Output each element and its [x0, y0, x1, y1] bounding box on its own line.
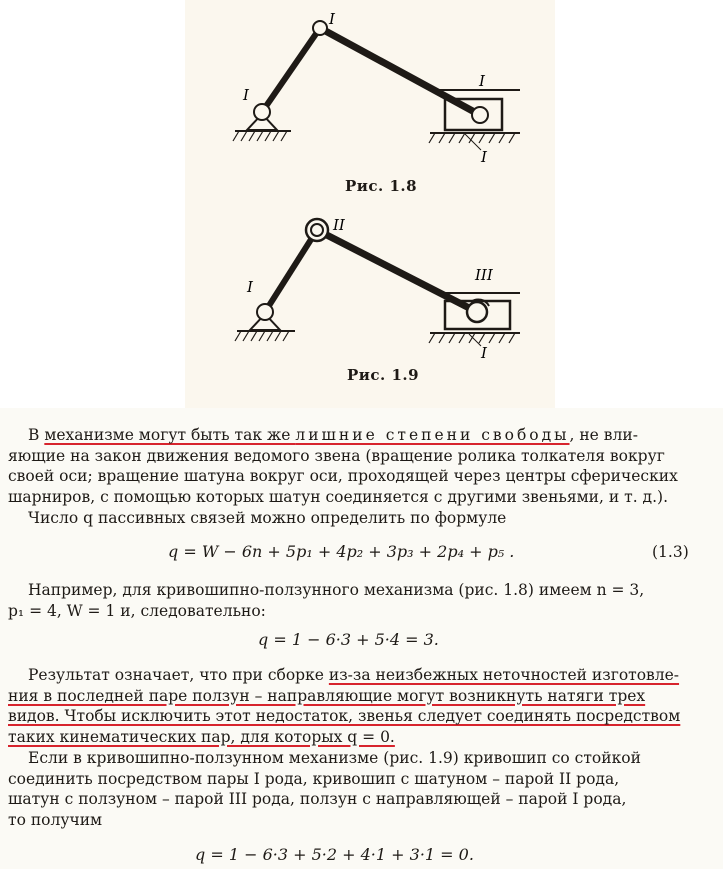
paragraph-redundant-freedom: [8, 425, 708, 507]
paragraph-line: таких кинематических пар, для которых q = 0.: [8, 727, 395, 746]
underlined-phrase: механизме могут быть так же: [44, 426, 296, 444]
formula-second-result: q = 1 − 6·3 + 5·2 + 4·1 + 3·1 = 0.: [195, 845, 474, 864]
crank-link: [262, 28, 320, 112]
paragraph-line: Если в кривошипно-ползунном механизме (рис. 1.9) кривошип со стойкой: [28, 749, 641, 767]
connecting-rod: [317, 230, 477, 312]
paragraph-second-example: [8, 748, 708, 830]
figure-1-8-diagram: [225, 0, 535, 170]
paragraph-line: p₁ = 4, W = 1 и, следовательно:: [8, 601, 266, 620]
formula-example-result: q = 1 − 6·3 + 5·4 = 3.: [258, 630, 439, 649]
crank-rod-joint: [313, 21, 327, 35]
paragraph-line: яющие на закон движения ведомого звена (вращение ролика толкателя вокруг: [8, 446, 665, 465]
figure-1-8-caption: Рис. 1.8: [345, 177, 418, 195]
emphasized-term: лишние степени свободы: [295, 426, 570, 444]
text-run: Результат означает, что при сборке: [28, 666, 329, 684]
label-slider-joint: III: [475, 266, 493, 284]
equation-number: (1.3): [652, 543, 689, 561]
text-run: В: [28, 426, 45, 444]
paragraph-line: ния в последней паре ползун – направляющие могут возникнуть натяги трех: [8, 686, 646, 705]
paragraph-passive-links: [8, 508, 708, 529]
slider-joint: [472, 107, 488, 123]
label-slider-guide: I: [481, 148, 487, 166]
paragraph-line: Например, для кривошипно-ползунного механизма (рис. 1.8) имеем n = 3,: [28, 581, 645, 599]
paragraph-line: шарниров, с помощью которых шатун соединяется с другими звеньями, и т. д.).: [8, 487, 668, 506]
connecting-rod: [320, 28, 480, 115]
paragraph-line: шатун с ползуном – парой III рода, ползун с направляющей – парой I рода,: [8, 790, 627, 808]
paragraph-line: соединить посредством пары I рода, кривошип с шатуном – парой II рода,: [8, 769, 620, 788]
paragraph-line: Число q пассивных связей можно определить по формуле: [28, 509, 507, 527]
label-crank-pivot: I: [243, 86, 249, 104]
slider-joint: [467, 302, 487, 322]
crank-link: [265, 230, 317, 312]
label-crank-joint: I: [329, 10, 335, 28]
paragraph-example: [8, 580, 708, 621]
formula-1-3: q = W − 6n + 5p₁ + 4p₂ + 3p₃ + 2p₄ + p₅ .: [168, 542, 515, 561]
figure-1-9-diagram: [225, 200, 535, 360]
crank-pivot-joint: [257, 304, 273, 320]
crank-rod-joint-inner: [311, 224, 323, 236]
paragraph-line: [8, 425, 708, 446]
figure-1-9-caption: Рис. 1.9: [347, 366, 420, 384]
ground-hatch: [233, 131, 287, 141]
paragraph-line: то получим: [8, 810, 103, 829]
slider-guide-hatch: [429, 333, 515, 343]
paragraph-line: своей оси; вращение шатуна вокруг оси, проходящей через центры сферических: [8, 467, 678, 485]
label-crank-pivot: I: [247, 278, 253, 296]
label-slider-joint: I: [479, 72, 485, 90]
paragraph-line: [8, 665, 708, 686]
paragraph-line: видов. Чтобы исключить этот недостаток, звенья следует соединять посредством: [8, 707, 681, 725]
underlined-phrase: из-за неизбежных неточностей изготовле-: [328, 666, 680, 684]
crank-pivot-joint: [254, 104, 270, 120]
text-run: , не вли-: [569, 426, 638, 444]
label-crank-joint: II: [333, 216, 345, 234]
ground-hatch: [235, 331, 289, 341]
paragraph-result-meaning: [8, 665, 708, 747]
label-slider-guide: I: [481, 344, 487, 360]
